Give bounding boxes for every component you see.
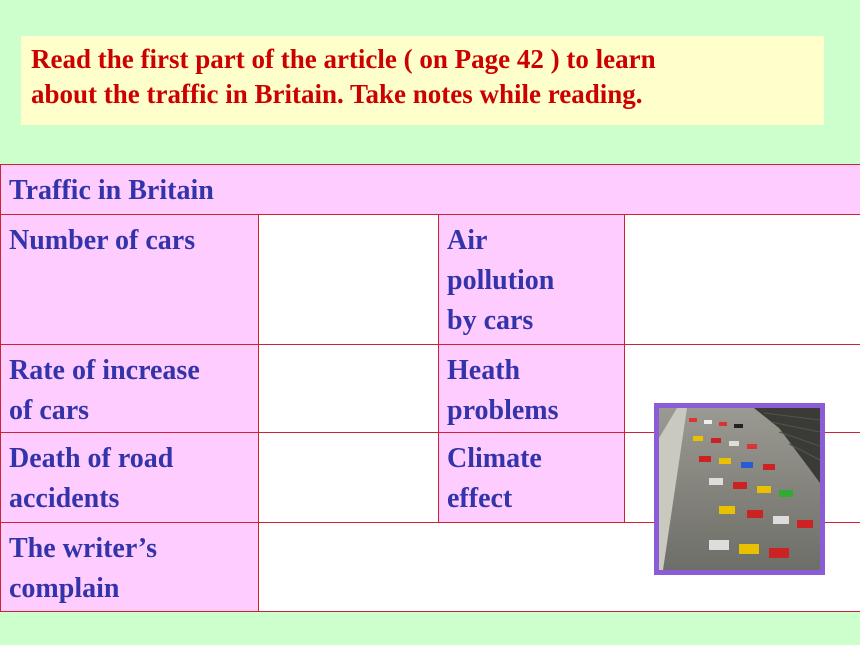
cell-text: by cars (447, 305, 534, 336)
cell-text: Air (447, 225, 488, 256)
row-label-death-of-road-accidents (1, 433, 259, 523)
instruction-line-2: about the traffic in Britain. Take notes while reading. (31, 79, 643, 109)
cell-text: pollution (447, 265, 555, 296)
cell-text: complain (9, 573, 120, 604)
row-label-air-pollution (439, 215, 625, 345)
row-label-heath-problems (439, 345, 625, 433)
cell-text: The writer’s (9, 533, 157, 564)
row-label-number-of-cars (1, 215, 259, 345)
table-title: Traffic in Britain (1, 165, 860, 215)
row-label-climate-effect (439, 433, 625, 523)
row-label-rate-of-increase (1, 345, 259, 433)
cell-text: Climate (447, 443, 542, 474)
instruction-box (21, 36, 824, 125)
cell-text: of cars (9, 395, 90, 426)
answer-cell-air-pollution[interactable] (625, 215, 860, 345)
cell-text: Heath (447, 355, 521, 386)
race-cars-photo (654, 403, 825, 575)
answer-cell-death-of-road-accidents[interactable] (259, 433, 439, 523)
cell-text: effect (447, 483, 513, 514)
answer-cell-number-of-cars[interactable] (259, 215, 439, 345)
cell-text: Number of cars (9, 225, 196, 256)
cell-text: Rate of increase (9, 355, 200, 386)
answer-cell-rate-of-increase[interactable] (259, 345, 439, 433)
cell-text: Death of road (9, 443, 174, 474)
table-row (1, 215, 860, 345)
cell-text: accidents (9, 483, 120, 514)
instruction-line-1: Read the first part of the article ( on Page 42 ) to learn (31, 44, 656, 74)
race-track-image (659, 408, 820, 570)
table-header-row (1, 165, 860, 215)
row-label-writers-complain (1, 523, 259, 612)
cell-text: problems (447, 395, 559, 426)
